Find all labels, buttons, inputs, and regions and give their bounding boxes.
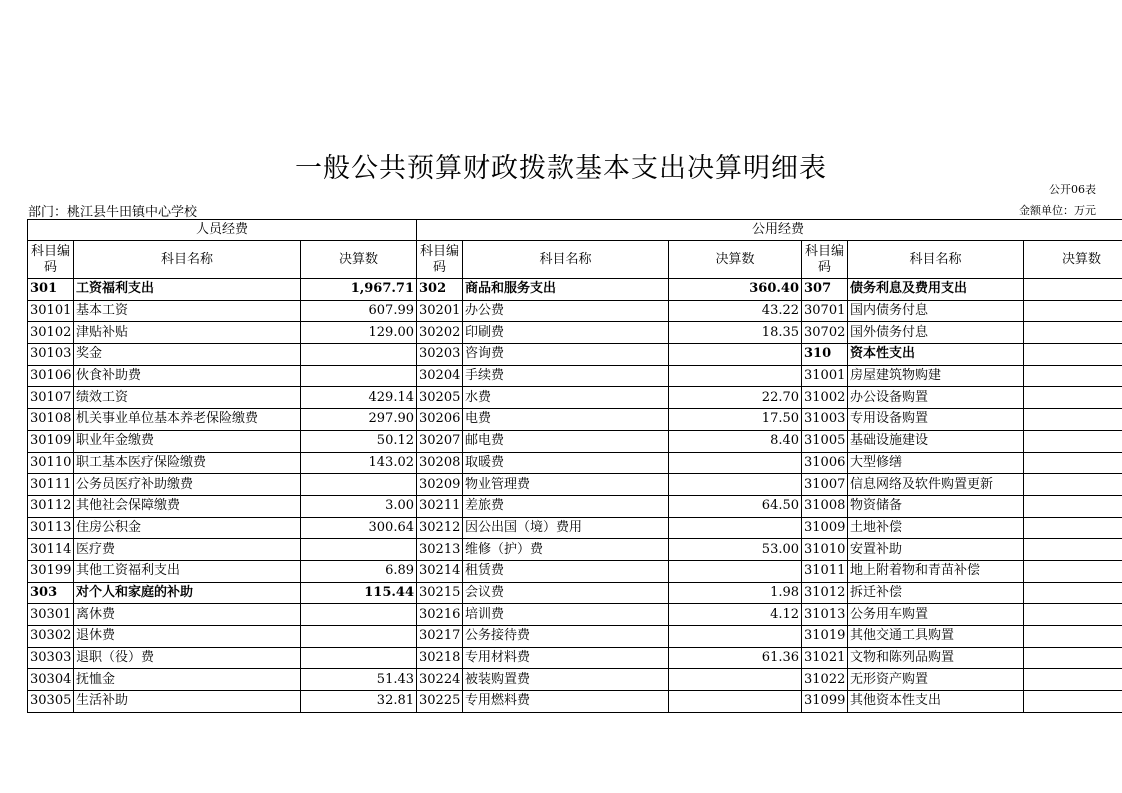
- cell-amount: [1024, 626, 1122, 648]
- table-row: [28, 322, 1122, 344]
- cell-name: 奖金: [74, 344, 301, 366]
- cell-code: 31019: [802, 626, 848, 648]
- cell-amount: [1024, 409, 1122, 431]
- cell-name: 公务员医疗补助缴费: [74, 474, 301, 496]
- cell-code: 30213: [417, 539, 463, 561]
- cell-amount: [1024, 539, 1122, 561]
- cell-name: 伙食补助费: [74, 365, 301, 387]
- cell-name: 离休费: [74, 604, 301, 626]
- cell-name: 拆迁补偿: [848, 582, 1024, 604]
- cell-code: 31007: [802, 474, 848, 496]
- cell-amount: [1024, 604, 1122, 626]
- header-amount: 决算数: [301, 241, 417, 279]
- cell-name: 专用设备购置: [848, 409, 1024, 431]
- cell-code: 30113: [28, 517, 74, 539]
- cell-code: 30224: [417, 669, 463, 691]
- cell-code: 30101: [28, 300, 74, 322]
- table-row: [28, 626, 1122, 648]
- cell-code: 30110: [28, 452, 74, 474]
- cell-code: 30108: [28, 409, 74, 431]
- cell-amount: [301, 604, 417, 626]
- cell-amount: 129.00: [301, 322, 417, 344]
- cell-amount: 17.50: [669, 409, 802, 431]
- cell-code: 30701: [802, 300, 848, 322]
- cell-amount: [301, 344, 417, 366]
- cell-code: 31005: [802, 430, 848, 452]
- header-name: 科目名称: [848, 241, 1024, 279]
- cell-amount: 1.98: [669, 582, 802, 604]
- header-amount: 决算数: [1024, 241, 1122, 279]
- cell-amount: [1024, 647, 1122, 669]
- cell-code: 30303: [28, 647, 74, 669]
- table-row: [28, 387, 1122, 409]
- amount-unit-label: 金额单位：万元: [1019, 204, 1096, 217]
- cell-amount: [1024, 344, 1122, 366]
- cell-amount: [1024, 669, 1122, 691]
- cell-name: 债务利息及费用支出: [848, 279, 1024, 301]
- cell-code: 30212: [417, 517, 463, 539]
- table-row: [28, 474, 1122, 496]
- cell-amount: 51.43: [301, 669, 417, 691]
- cell-name: 专用燃料费: [463, 691, 669, 713]
- cell-name: 因公出国（境）费用: [463, 517, 669, 539]
- cell-code: 30216: [417, 604, 463, 626]
- cell-code: 30702: [802, 322, 848, 344]
- cell-name: 物业管理费: [463, 474, 669, 496]
- cell-amount: [1024, 474, 1122, 496]
- cell-amount: 50.12: [301, 430, 417, 452]
- cell-code: 31009: [802, 517, 848, 539]
- cell-code: 30103: [28, 344, 74, 366]
- cell-amount: [301, 626, 417, 648]
- cell-amount: [669, 691, 802, 713]
- cell-name: 房屋建筑物购建: [848, 365, 1024, 387]
- cell-amount: [301, 647, 417, 669]
- cell-code: 31003: [802, 409, 848, 431]
- table-row: [28, 517, 1122, 539]
- cell-name: 安置补助: [848, 539, 1024, 561]
- cell-name: 对个人和家庭的补助: [74, 582, 301, 604]
- cell-amount: [1024, 452, 1122, 474]
- cell-name: 基本工资: [74, 300, 301, 322]
- cell-amount: [1024, 495, 1122, 517]
- cell-amount: [1024, 582, 1122, 604]
- cell-amount: 53.00: [669, 539, 802, 561]
- cell-code: 30206: [417, 409, 463, 431]
- cell-name: 手续费: [463, 365, 669, 387]
- cell-amount: [669, 452, 802, 474]
- cell-amount: [1024, 691, 1122, 713]
- cell-name: 其他交通工具购置: [848, 626, 1024, 648]
- cell-name: 大型修缮: [848, 452, 1024, 474]
- cell-amount: [301, 365, 417, 387]
- cell-code: 30301: [28, 604, 74, 626]
- cell-code: 30201: [417, 300, 463, 322]
- cell-name: 印刷费: [463, 322, 669, 344]
- cell-name: 退职（役）费: [74, 647, 301, 669]
- table-row: [28, 560, 1122, 582]
- cell-code: 30217: [417, 626, 463, 648]
- cell-name: 信息网络及软件购置更新: [848, 474, 1024, 496]
- cell-name: 文物和陈列品购置: [848, 647, 1024, 669]
- cell-amount: 43.22: [669, 300, 802, 322]
- cell-code: 30208: [417, 452, 463, 474]
- cell-name: 会议费: [463, 582, 669, 604]
- header-name: 科目名称: [463, 241, 669, 279]
- cell-name: 国外债务付息: [848, 322, 1024, 344]
- table-row: [28, 495, 1122, 517]
- cell-code: 30215: [417, 582, 463, 604]
- header-name: 科目名称: [74, 241, 301, 279]
- cell-name: 办公设备购置: [848, 387, 1024, 409]
- cell-code: 31010: [802, 539, 848, 561]
- cell-code: 30112: [28, 495, 74, 517]
- cell-amount: 1,967.71: [301, 279, 417, 301]
- cell-code: 31011: [802, 560, 848, 582]
- cell-amount: 115.44: [301, 582, 417, 604]
- cell-amount: [301, 539, 417, 561]
- cell-name: 绩效工资: [74, 387, 301, 409]
- cell-code: 30211: [417, 495, 463, 517]
- cell-code: 30199: [28, 560, 74, 582]
- cell-name: 咨询费: [463, 344, 669, 366]
- cell-code: 30207: [417, 430, 463, 452]
- cell-name: 机关事业单位基本养老保险缴费: [74, 409, 301, 431]
- cell-amount: [1024, 322, 1122, 344]
- cell-name: 无形资产购置: [848, 669, 1024, 691]
- cell-name: 退休费: [74, 626, 301, 648]
- cell-code: 30209: [417, 474, 463, 496]
- department-label: 部门：桃江县牛田镇中心学校: [28, 205, 198, 220]
- cell-code: 31006: [802, 452, 848, 474]
- cell-code: 30102: [28, 322, 74, 344]
- header-code: 科目编码: [802, 241, 848, 279]
- cell-code: 310: [802, 344, 848, 366]
- table-row: [28, 300, 1122, 322]
- cell-code: 30114: [28, 539, 74, 561]
- cell-code: 30225: [417, 691, 463, 713]
- table-row: [28, 279, 1122, 301]
- cell-name: 其他工资福利支出: [74, 560, 301, 582]
- cell-name: 水费: [463, 387, 669, 409]
- cell-name: 租赁费: [463, 560, 669, 582]
- cell-amount: 300.64: [301, 517, 417, 539]
- table-row: [28, 539, 1122, 561]
- table-row: [28, 647, 1122, 669]
- table-row: [28, 409, 1122, 431]
- cell-code: 30205: [417, 387, 463, 409]
- cell-code: 302: [417, 279, 463, 301]
- cell-name: 公务用车购置: [848, 604, 1024, 626]
- cell-code: 30214: [417, 560, 463, 582]
- cell-code: 30304: [28, 669, 74, 691]
- table-row: [28, 430, 1122, 452]
- cell-code: 31002: [802, 387, 848, 409]
- column-header-row: [28, 241, 1122, 279]
- table-row: [28, 365, 1122, 387]
- cell-amount: [669, 365, 802, 387]
- cell-code: 31012: [802, 582, 848, 604]
- cell-amount: 297.90: [301, 409, 417, 431]
- cell-name: 取暖费: [463, 452, 669, 474]
- cell-name: 商品和服务支出: [463, 279, 669, 301]
- page-title: 一般公共预算财政拨款基本支出决算明细表: [295, 153, 827, 184]
- group-public: 公用经费: [417, 220, 1122, 241]
- table-row: [28, 691, 1122, 713]
- cell-amount: [1024, 279, 1122, 301]
- cell-name: 被装购置费: [463, 669, 669, 691]
- cell-amount: 4.12: [669, 604, 802, 626]
- cell-amount: [669, 626, 802, 648]
- cell-name: 土地补偿: [848, 517, 1024, 539]
- cell-name: 电费: [463, 409, 669, 431]
- cell-name: 公务接待费: [463, 626, 669, 648]
- cell-amount: [1024, 387, 1122, 409]
- cell-amount: 8.40: [669, 430, 802, 452]
- table-row: [28, 344, 1122, 366]
- cell-code: 31021: [802, 647, 848, 669]
- cell-name: 专用材料费: [463, 647, 669, 669]
- cell-amount: [1024, 430, 1122, 452]
- cell-code: 30202: [417, 322, 463, 344]
- cell-name: 抚恤金: [74, 669, 301, 691]
- cell-amount: 61.36: [669, 647, 802, 669]
- cell-amount: 32.81: [301, 691, 417, 713]
- cell-amount: 360.40: [669, 279, 802, 301]
- cell-amount: 22.70: [669, 387, 802, 409]
- cell-code: 30111: [28, 474, 74, 496]
- cell-code: 31013: [802, 604, 848, 626]
- group-header-row: [28, 220, 1122, 241]
- cell-name: 差旅费: [463, 495, 669, 517]
- cell-amount: [1024, 560, 1122, 582]
- cell-amount: 6.89: [301, 560, 417, 582]
- cell-code: 30109: [28, 430, 74, 452]
- cell-code: 30302: [28, 626, 74, 648]
- cell-code: 30106: [28, 365, 74, 387]
- cell-amount: 143.02: [301, 452, 417, 474]
- cell-amount: [669, 669, 802, 691]
- cell-code: 30107: [28, 387, 74, 409]
- group-personnel: 人员经费: [28, 220, 417, 241]
- cell-name: 维修（护）费: [463, 539, 669, 561]
- cell-amount: [1024, 300, 1122, 322]
- cell-amount: [301, 474, 417, 496]
- cell-amount: [669, 344, 802, 366]
- cell-name: 国内债务付息: [848, 300, 1024, 322]
- table-code: 公开06表: [1049, 183, 1096, 196]
- cell-amount: 3.00: [301, 495, 417, 517]
- cell-code: 307: [802, 279, 848, 301]
- cell-name: 基础设施建设: [848, 430, 1024, 452]
- cell-code: 31001: [802, 365, 848, 387]
- table-row: [28, 452, 1122, 474]
- cell-amount: [1024, 517, 1122, 539]
- cell-name: 办公费: [463, 300, 669, 322]
- cell-amount: 607.99: [301, 300, 417, 322]
- cell-code: 30204: [417, 365, 463, 387]
- cell-name: 住房公积金: [74, 517, 301, 539]
- cell-amount: 429.14: [301, 387, 417, 409]
- cell-name: 生活补助: [74, 691, 301, 713]
- cell-amount: [669, 517, 802, 539]
- cell-code: 31008: [802, 495, 848, 517]
- cell-amount: 18.35: [669, 322, 802, 344]
- cell-amount: [669, 474, 802, 496]
- cell-name: 地上附着物和青苗补偿: [848, 560, 1024, 582]
- cell-amount: 64.50: [669, 495, 802, 517]
- cell-amount: [669, 560, 802, 582]
- cell-code: 30218: [417, 647, 463, 669]
- expenditure-table: [27, 219, 1122, 713]
- cell-name: 津贴补贴: [74, 322, 301, 344]
- cell-amount: [1024, 365, 1122, 387]
- table-row: [28, 669, 1122, 691]
- cell-code: 303: [28, 582, 74, 604]
- cell-name: 职业年金缴费: [74, 430, 301, 452]
- header-amount: 决算数: [669, 241, 802, 279]
- cell-name: 资本性支出: [848, 344, 1024, 366]
- cell-code: 31022: [802, 669, 848, 691]
- cell-name: 医疗费: [74, 539, 301, 561]
- cell-code: 31099: [802, 691, 848, 713]
- cell-name: 物资储备: [848, 495, 1024, 517]
- cell-name: 其他资本性支出: [848, 691, 1024, 713]
- cell-code: 30203: [417, 344, 463, 366]
- table-row: [28, 604, 1122, 626]
- cell-name: 其他社会保障缴费: [74, 495, 301, 517]
- header-code: 科目编码: [28, 241, 74, 279]
- cell-name: 邮电费: [463, 430, 669, 452]
- header-code: 科目编码: [417, 241, 463, 279]
- cell-code: 301: [28, 279, 74, 301]
- cell-name: 工资福利支出: [74, 279, 301, 301]
- table-row: [28, 582, 1122, 604]
- cell-name: 培训费: [463, 604, 669, 626]
- cell-name: 职工基本医疗保险缴费: [74, 452, 301, 474]
- cell-code: 30305: [28, 691, 74, 713]
